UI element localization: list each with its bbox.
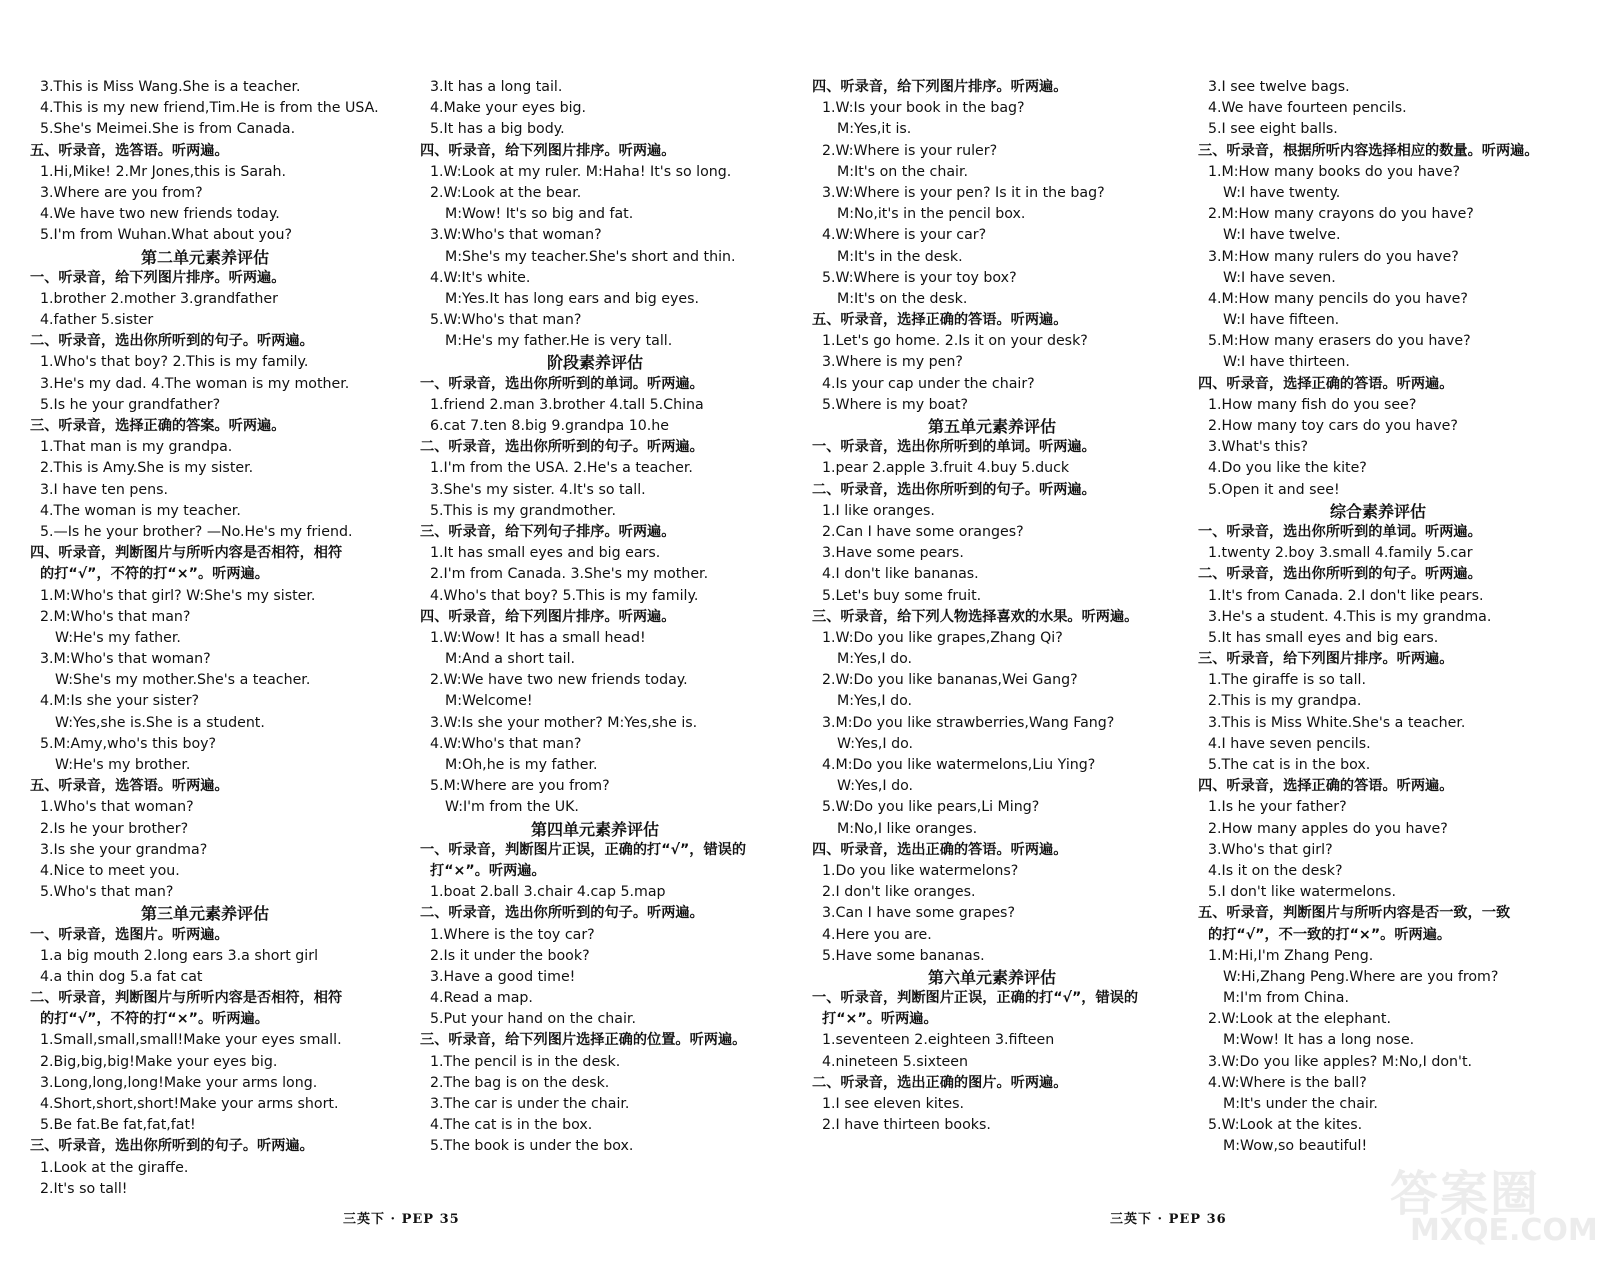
text-line: 1.Small,small,small!Make your eyes small.	[40, 1032, 342, 1049]
text-line: 5.I'm from Wuhan.What about you?	[40, 227, 293, 244]
text-line: 2.Is it under the book?	[430, 947, 590, 964]
text-line: 3.W:Where is your pen? Is it in the bag?	[822, 184, 1105, 201]
text-line: M:He's my father.He is very tall.	[445, 333, 673, 350]
question-heading: 一、听录音，判断图片正误，正确的打“√”，错误的	[812, 990, 1139, 1007]
page-footer-left: 三英下 · PEP 35	[343, 1212, 460, 1227]
text-line: 3.This is Miss White.She's a teacher.	[1208, 714, 1466, 731]
text-line: 1.W:Is your book in the bag?	[822, 100, 1025, 117]
text-line: 3.She's my sister. 4.It's so tall.	[430, 481, 646, 498]
text-line: 1.boat 2.ball 3.chair 4.cap 5.map	[430, 884, 666, 901]
text-line: 4.father 5.sister	[40, 312, 154, 329]
text-line: 4.Here you are.	[822, 926, 932, 943]
section-heading: 第五单元素养评估	[927, 417, 1056, 436]
text-line: 5.It has small eyes and big ears.	[1208, 629, 1439, 646]
text-line: 2.I don't like oranges.	[822, 884, 976, 901]
text-line: 2.This is Amy.She is my sister.	[40, 460, 254, 477]
text-line: W:I have twenty.	[1223, 184, 1341, 201]
text-line: 2.Big,big,big!Make your eyes big.	[40, 1053, 278, 1070]
text-line: 3.Who's that girl?	[1208, 841, 1333, 858]
question-heading: 四、听录音，给下列图片排序。听两遍。	[420, 142, 676, 159]
section-heading: 综合素养评估	[1329, 501, 1426, 521]
text-line: W:He's my brother.	[55, 757, 191, 773]
text-line: 1.seventeen 2.eighteen 3.fifteen	[822, 1032, 1055, 1049]
text-line: 1.I'm from the USA. 2.He's a teacher.	[430, 460, 693, 477]
question-heading: 四、听录音，判断图片与所听内容是否相符，相符	[30, 545, 343, 562]
text-line: 4.nineteen 5.sixteen	[822, 1053, 968, 1070]
text-line: 3.M:How many rulers do you have?	[1208, 248, 1459, 265]
text-line: 3.I see twelve bags.	[1208, 79, 1350, 95]
text-line: M:Yes,I do.	[837, 651, 913, 668]
text-line: 1.It's from Canada. 2.I don't like pears.	[1208, 587, 1484, 604]
text-line: 5.Who's that man?	[40, 884, 174, 901]
text-line: 2.Can I have some oranges?	[822, 523, 1024, 540]
text-line: W:He's my father.	[55, 629, 181, 646]
text-line: 1.Look at the giraffe.	[40, 1159, 189, 1176]
question-heading: 二、听录音，选出正确的图片。听两遍。	[812, 1074, 1068, 1091]
question-heading: 三、听录音，给下列句子排序。听两遍。	[420, 523, 676, 540]
text-line: 5.Have some bananas.	[822, 947, 985, 964]
question-heading: 四、听录音，选择正确的答语。听两遍。	[1198, 778, 1454, 795]
text-line: 3.M:Do you like strawberries,Wang Fang?	[822, 714, 1115, 731]
section-heading: 阶段素养评估	[546, 353, 643, 373]
page-footer-right: 三英下 · PEP 36	[1110, 1212, 1227, 1227]
text-line: 1.Let's go home. 2.Is it on your desk?	[822, 333, 1088, 350]
watermark-url: MXQE.COM	[1410, 1213, 1598, 1248]
question-heading: 二、听录音，选出你所听到的句子。听两遍。	[420, 905, 704, 922]
question-heading: 二、听录音，选出你所听到的句子。听两遍。	[420, 439, 704, 456]
question-heading: 的打“√”，不符的打“×”。听两遍。	[40, 566, 269, 583]
text-line: 5.It has a big body.	[430, 121, 565, 138]
text-line: 3.M:Who's that woman?	[40, 651, 211, 668]
section-heading: 第四单元素养评估	[530, 819, 659, 839]
text-line: 5.M:How many erasers do you have?	[1208, 333, 1471, 350]
text-line: 5.—Is he your brother? —No.He's my friend.	[40, 523, 353, 540]
text-line: M:She's my teacher.She's short and thin.	[445, 248, 736, 265]
watermark	[1380, 1155, 1598, 1255]
text-line: 4.M:Do you like watermelons,Liu Ying?	[822, 757, 1096, 773]
text-line: M:No,it's in the pencil box.	[837, 206, 1026, 223]
text-line: M:It's on the chair.	[837, 163, 969, 180]
text-line: 4.I don't like bananas.	[822, 566, 979, 583]
text-line: 1.Who's that woman?	[40, 799, 194, 816]
text-line: 5.The book is under the box.	[430, 1138, 634, 1155]
text-line: 3.This is Miss Wang.She is a teacher.	[40, 79, 301, 95]
text-line: 2.I'm from Canada. 3.She's my mother.	[430, 566, 709, 583]
text-line: 4.Read a map.	[430, 990, 533, 1007]
text-line: 1.twenty 2.boy 3.small 4.family 5.car	[1208, 545, 1473, 562]
text-line: 4.W:Where is your car?	[822, 227, 987, 244]
question-heading: 的打“√”，不符的打“×”。听两遍。	[40, 1011, 269, 1028]
text-line: 4.M:How many pencils do you have?	[1208, 290, 1468, 307]
text-line: 3.He's my dad. 4.The woman is my mother.	[40, 375, 350, 392]
text-line: M:Yes,I do.	[837, 693, 913, 710]
text-line: 1.How many fish do you see?	[1208, 396, 1417, 413]
text-line: 1.pear 2.apple 3.fruit 4.buy 5.duck	[822, 460, 1070, 477]
text-line: 4.Who's that boy? 5.This is my family.	[430, 587, 699, 604]
text-line: 1.It has small eyes and big ears.	[430, 545, 661, 562]
section-heading: 第六单元素养评估	[927, 967, 1056, 987]
text-line: 1.Is he your father?	[1208, 799, 1347, 816]
question-heading: 一、听录音，选出你所听到的单词。听两遍。	[420, 375, 704, 392]
text-line: 5.The cat is in the box.	[1208, 757, 1371, 773]
text-line: 3.Long,long,long!Make your arms long.	[40, 1074, 318, 1091]
text-line: 4.a thin dog 5.a fat cat	[40, 968, 203, 985]
text-line: 2.How many apples do you have?	[1208, 820, 1448, 837]
question-heading: 五、听录音，选择正确的答语。听两遍。	[812, 312, 1068, 329]
column-2	[420, 77, 790, 1158]
column-4	[1198, 77, 1578, 1158]
text-line: 4.This is my new friend,Tim.He is from the USA.	[40, 100, 379, 117]
text-line: W:She's my mother.She's a teacher.	[55, 672, 311, 689]
text-line: 3.Where is my pen?	[822, 354, 963, 371]
text-line: 4.W:Where is the ball?	[1208, 1074, 1367, 1091]
question-heading: 四、听录音，给下列图片排序。听两遍。	[420, 608, 676, 625]
text-line: 5.M:Where are you from?	[430, 778, 610, 795]
text-line: W:Yes,I do.	[837, 735, 914, 752]
text-line: 5.W:Who's that man?	[430, 312, 582, 329]
text-line: 1.I like oranges.	[822, 502, 935, 519]
text-line: M:Wow! It's so big and fat.	[445, 206, 634, 223]
text-line: 3.The car is under the chair.	[430, 1096, 630, 1112]
question-heading: 一、听录音，给下列图片排序。听两遍。	[30, 269, 286, 286]
text-line: 3.W:Who's that woman?	[430, 227, 602, 244]
question-heading: 三、听录音，根据所听内容选择相应的数量。听两遍。	[1198, 142, 1539, 159]
text-line: W:I have seven.	[1223, 269, 1336, 286]
text-line: 4.Short,short,short!Make your arms short.	[40, 1096, 339, 1112]
text-line: W:Yes,she is.She is a student.	[55, 714, 265, 731]
text-line: M:It's on the desk.	[837, 290, 968, 307]
text-line: 2.I have thirteen books.	[822, 1117, 991, 1134]
text-line: 6.cat 7.ten 8.big 9.grandpa 10.he	[430, 418, 669, 434]
text-line: 4.W:Who's that man?	[430, 735, 582, 752]
text-line: 4.We have two new friends today.	[40, 206, 280, 223]
question-heading: 三、听录音，给下列图片排序。听两遍。	[1198, 651, 1454, 668]
question-heading: 打“×”。听两遍。	[430, 862, 546, 879]
text-line: 2.W:Look at the bear.	[430, 184, 582, 201]
section-heading: 第三单元素养评估	[140, 904, 269, 924]
text-line: 4.Nice to meet you.	[40, 862, 180, 879]
question-heading: 二、听录音，选出你所听到的句子。听两遍。	[1198, 566, 1482, 583]
question-heading: 一、听录音，选出你所听到的单词。听两遍。	[1198, 523, 1482, 540]
watermark-text: 答案圈	[1390, 1166, 1541, 1222]
text-line: 1.M:Who's that girl? W:She's my sister.	[40, 587, 316, 604]
column-3	[812, 77, 1192, 1136]
text-line: M:Welcome!	[445, 693, 533, 710]
text-line: 1.W:Look at my ruler. M:Haha! It's so long.	[430, 163, 732, 180]
text-line: 5.W:Do you like pears,Li Ming?	[822, 799, 1040, 816]
text-line: 4.W:It's white.	[430, 269, 531, 286]
text-line: 3.Have some pears.	[822, 545, 964, 562]
text-line: 5.This is my grandmother.	[430, 502, 616, 519]
text-line: 2.It's so tall!	[40, 1180, 128, 1197]
text-line: 5.M:Amy,who's this boy?	[40, 735, 217, 752]
text-line: 3.What's this?	[1208, 439, 1309, 456]
text-line: M:Oh,he is my father.	[445, 757, 598, 773]
question-heading: 一、听录音，选出你所听到的单词。听两遍。	[812, 439, 1096, 456]
text-line: 2.Is he your brother?	[40, 820, 189, 837]
text-line: 3.Where are you from?	[40, 184, 203, 201]
text-line: 5.Open it and see!	[1208, 481, 1340, 498]
question-heading: 二、听录音，选出你所听到的句子。听两遍。	[812, 481, 1096, 498]
text-line: 5.Be fat.Be fat,fat,fat!	[40, 1117, 196, 1134]
text-line: 4.Make your eyes big.	[430, 100, 587, 117]
text-line: M:I'm from China.	[1223, 990, 1349, 1007]
text-line: M:It's under the chair.	[1223, 1096, 1378, 1112]
text-line: M:No,I like oranges.	[837, 820, 978, 837]
question-heading: 的打“√”，不一致的打“×”。听两遍。	[1208, 926, 1452, 943]
text-line: 2.The bag is on the desk.	[430, 1074, 610, 1091]
question-heading: 四、听录音，选择正确的答语。听两遍。	[1198, 375, 1454, 392]
question-heading: 五、听录音，选答语。听两遍。	[30, 142, 229, 159]
section-heading: 第二单元素养评估	[140, 247, 269, 267]
text-line: 4.We have fourteen pencils.	[1208, 100, 1407, 117]
text-line: 1.a big mouth 2.long ears 3.a short girl	[40, 947, 319, 964]
question-heading: 二、听录音，判断图片与所听内容是否相符，相符	[30, 990, 343, 1007]
text-line: 4.I have seven pencils.	[1208, 735, 1371, 752]
question-heading: 四、听录音，选出正确的答语。听两遍。	[812, 841, 1068, 858]
question-heading: 三、听录音，选择正确的答案。听两遍。	[30, 418, 286, 434]
text-line: 1.That man is my grandpa.	[40, 439, 233, 456]
text-line: 2.This is my grandpa.	[1208, 693, 1362, 710]
text-line: 4.Is it on the desk?	[1208, 862, 1343, 879]
text-line: 1.W:Do you like grapes,Zhang Qi?	[822, 629, 1063, 646]
text-line: 1.Do you like watermelons?	[822, 862, 1019, 879]
question-heading: 打“×”。听两遍。	[822, 1011, 938, 1028]
text-line: 1.The giraffe is so tall.	[1208, 672, 1366, 689]
question-heading: 一、听录音，判断图片正误，正确的打“√”，错误的	[420, 841, 747, 858]
text-line: 2.W:Do you like bananas,Wei Gang?	[822, 672, 1078, 689]
text-line: M:Wow,so beautiful!	[1223, 1138, 1368, 1155]
question-heading: 三、听录音，选出你所听到的句子。听两遍。	[30, 1138, 314, 1155]
text-line: 3.He's a student. 4.This is my grandma.	[1208, 608, 1492, 625]
text-line: 4.Is your cap under the chair?	[822, 375, 1035, 392]
text-line: 3.It has a long tail.	[430, 79, 563, 95]
text-line: 2.M:Who's that man?	[40, 608, 191, 625]
text-line: 4.The cat is in the box.	[430, 1117, 593, 1134]
text-line: 3.Can I have some grapes?	[822, 905, 1015, 922]
text-line: 5.Is he your grandfather?	[40, 396, 221, 413]
text-line: 1.M:How many books do you have?	[1208, 163, 1461, 180]
question-heading: 四、听录音，给下列图片排序。听两遍。	[812, 79, 1068, 95]
text-line: 5.Let's buy some fruit.	[822, 587, 982, 604]
text-line: 1.Where is the toy car?	[430, 926, 595, 943]
text-line: 4.The woman is my teacher.	[40, 502, 241, 519]
text-line: 5.I don't like watermelons.	[1208, 884, 1396, 901]
text-line: 3.Have a good time!	[430, 968, 576, 985]
text-line: M:Wow! It has a long nose.	[1223, 1032, 1415, 1049]
text-line: 3.W:Is she your mother? M:Yes,she is.	[430, 714, 698, 731]
text-line: 5.Put your hand on the chair.	[430, 1011, 636, 1028]
text-line: W:I have fifteen.	[1223, 312, 1340, 329]
question-heading: 二、听录音，选出你所听到的句子。听两遍。	[30, 333, 314, 350]
text-line: 1.W:Wow! It has a small head!	[430, 629, 646, 646]
column-1	[30, 77, 400, 1200]
text-line: 1.friend 2.man 3.brother 4.tall 5.China	[430, 396, 704, 413]
question-heading: 三、听录音，给下列人物选择喜欢的水果。听两遍。	[812, 608, 1139, 625]
question-heading: 五、听录音，判断图片与所听内容是否一致，一致	[1198, 905, 1511, 922]
question-heading: 一、听录音，选图片。听两遍。	[30, 926, 229, 943]
text-line: 4.M:Is she your sister?	[40, 693, 200, 710]
text-line: 1.Hi,Mike! 2.Mr Jones,this is Sarah.	[40, 163, 287, 180]
text-line: 1.I see eleven kites.	[822, 1096, 964, 1112]
text-line: 2.W:We have two new friends today.	[430, 672, 688, 689]
text-line: 1.M:Hi,I'm Zhang Peng.	[1208, 947, 1374, 964]
text-line: M:Yes.It has long ears and big eyes.	[445, 290, 699, 307]
text-line: W:I have thirteen.	[1223, 354, 1350, 371]
text-line: 5.She's Meimei.She is from Canada.	[40, 121, 296, 138]
text-line: W:Hi,Zhang Peng.Where are you from?	[1223, 968, 1499, 985]
text-line: 2.How many toy cars do you have?	[1208, 418, 1458, 434]
text-line: W:Yes,I do.	[837, 778, 914, 795]
text-line: M:It's in the desk.	[837, 248, 963, 265]
text-line: 5.I see eight balls.	[1208, 121, 1338, 138]
text-line: 1.The pencil is in the desk.	[430, 1053, 621, 1070]
text-line: W:I'm from the UK.	[445, 799, 579, 816]
question-heading: 三、听录音，给下列图片选择正确的位置。听两遍。	[420, 1032, 747, 1049]
text-line: 5.W:Where is your toy box?	[822, 269, 1017, 286]
text-line: 5.W:Look at the kites.	[1208, 1117, 1363, 1134]
text-line: M:And a short tail.	[445, 651, 576, 668]
text-line: W:I have twelve.	[1223, 227, 1341, 244]
text-line: 5.Where is my boat?	[822, 396, 969, 413]
text-line: 2.M:How many crayons do you have?	[1208, 206, 1474, 223]
text-line: M:Yes,it is.	[837, 121, 912, 138]
text-line: 4.Do you like the kite?	[1208, 460, 1367, 477]
text-line: 2.W:Where is your ruler?	[822, 142, 998, 159]
text-line: 2.W:Look at the elephant.	[1208, 1011, 1391, 1028]
question-heading: 五、听录音，选答语。听两遍。	[30, 778, 229, 795]
text-line: 3.I have ten pens.	[40, 481, 168, 498]
text-line: 1.Who's that boy? 2.This is my family.	[40, 354, 309, 371]
text-line: 3.Is she your grandma?	[40, 841, 208, 858]
text-line: 3.W:Do you like apples? M:No,I don't.	[1208, 1053, 1473, 1070]
text-line: 1.brother 2.mother 3.grandfather	[40, 290, 278, 307]
